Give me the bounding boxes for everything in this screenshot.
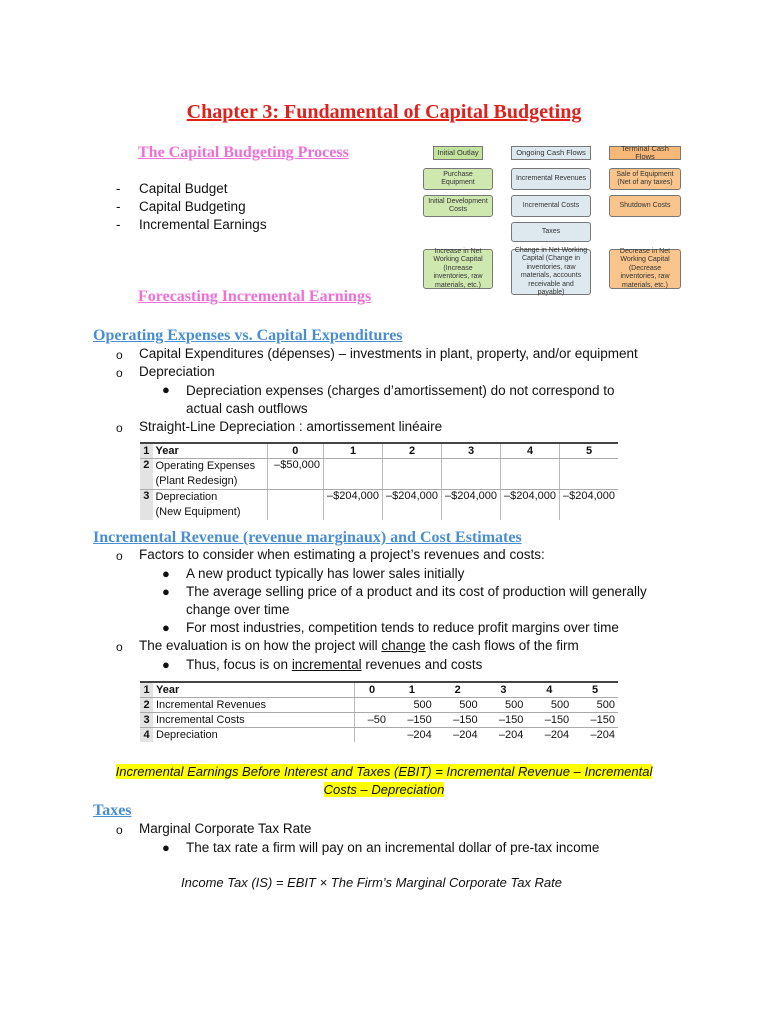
list-item: actual cash outflows — [186, 401, 308, 416]
table-row: 2 Operating Expenses (Plant Redesign) –$50,000 — [140, 459, 618, 490]
circle-bullet-icon: o — [116, 640, 123, 654]
table-header-cell: 5 — [560, 443, 619, 459]
table-header-cell: 1 — [389, 682, 435, 698]
list-item: The tax rate a firm will pay on an incremental dollar of pre-tax income — [186, 840, 600, 855]
diagram-box: Shutdown Costs — [609, 195, 681, 217]
table-header-cell: 1 — [324, 443, 383, 459]
process-list — [116, 180, 267, 234]
table-header-cell: 2 — [383, 443, 442, 459]
table-header-cell: 3 — [442, 443, 501, 459]
table-header-cell: Year — [153, 682, 355, 698]
circle-bullet-icon: o — [116, 549, 123, 563]
ebit-line-1: Incremental Earnings Before Interest and Taxes (EBIT) = Incremental Revenue – Incremental — [115, 764, 653, 779]
diagram-box: Purchase Equipment — [423, 168, 493, 190]
revenue-cost-table — [140, 681, 618, 742]
row-number: 1 — [140, 682, 153, 698]
col-head-terminal: Terminal Cash Flows — [609, 146, 681, 160]
list-item: Thus, focus is on incremental revenues and costs — [186, 657, 483, 672]
list-item: Straight-Line Depreciation : amortissement linéaire — [139, 419, 443, 434]
diagram-box: Sale of Equipment (Net of any taxes) — [609, 168, 681, 190]
table-header-cell: 0 — [355, 682, 390, 698]
depreciation-table — [140, 442, 618, 520]
dot-bullet-icon: ● — [162, 566, 170, 581]
ebit-line-2: Costs – Depreciation — [323, 782, 445, 797]
circle-bullet-icon: o — [116, 366, 123, 380]
forecasting-heading: Forecasting Incremental Earnings — [138, 288, 372, 305]
list-item: Depreciation expenses (charges d’amortissement) do not correspond to — [186, 383, 615, 398]
income-tax-formula: Income Tax (IS) = EBIT × The Firm’s Marginal Corporate Tax Rate — [181, 875, 562, 890]
list-item: Depreciation — [139, 364, 215, 379]
dot-bullet-icon: ● — [162, 840, 170, 855]
list-item: - Incremental Earnings — [116, 217, 267, 232]
diagram-box: Incremental Revenues — [511, 168, 591, 190]
list-item: change over time — [186, 602, 290, 617]
table-header-cell: 4 — [501, 443, 560, 459]
revenue-list — [0, 546, 768, 676]
circle-bullet-icon: o — [116, 823, 123, 837]
opex-list — [0, 345, 768, 440]
revenue-heading: Incremental Revenue (revenue marginaux) and Cost Estimates — [93, 529, 522, 546]
diagram-box: Initial Development Costs — [423, 195, 493, 217]
list-item: Factors to consider when estimating a project’s revenues and costs: — [139, 547, 545, 562]
page-title: Chapter 3: Fundamental of Capital Budgeting — [186, 101, 582, 123]
list-item: For most industries, competition tends to reduce profit margins over time — [186, 620, 619, 635]
col-head-initial-outlay: Initial Outlay — [433, 146, 483, 160]
diagram-box: Incremental Costs — [511, 195, 591, 217]
row-number: 1 — [140, 443, 153, 459]
table-header-cell: 4 — [526, 682, 572, 698]
list-item: Marginal Corporate Tax Rate — [139, 821, 312, 836]
diagram-box: Change in Net Working Capital (Change in inventories, raw materials, accounts receivable and payable) — [511, 249, 591, 295]
taxes-list — [0, 820, 768, 860]
table-row: 2 Incremental Revenues 500 500 500 500 500 — [140, 698, 618, 713]
ebit-formula — [0, 763, 768, 799]
dot-bullet-icon: ● — [162, 382, 170, 397]
circle-bullet-icon: o — [116, 348, 123, 362]
table-row: 3 Incremental Costs –50 –150 –150 –150 –150 –150 — [140, 713, 618, 728]
list-item: The average selling price of a product and its cost of production will generally — [186, 584, 647, 599]
table-row: 3 Depreciation (New Equipment) –$204,000 –$204,000 –$204,000 –$204,000 –$204,000 — [140, 490, 618, 521]
table-header-cell: 5 — [572, 682, 618, 698]
diagram-box: Decrease in Net Working Capital (Decrease inventories, raw materials, etc.) — [609, 249, 681, 289]
table-header-cell: 3 — [481, 682, 527, 698]
diagram-box: Increase in Net Working Capital (Increase inventories, raw materials, etc.) — [423, 249, 493, 289]
list-item: Capital Expenditures (dépenses) – investments in plant, property, and/or equipment — [139, 346, 638, 361]
table-header-cell: 0 — [267, 443, 323, 459]
table-header-cell: 2 — [435, 682, 481, 698]
opex-heading: Operating Expenses vs. Capital Expenditures — [93, 327, 403, 344]
col-head-ongoing: Ongoing Cash Flows — [511, 146, 591, 160]
list-item: The evaluation is on how the project will change the cash flows of the firm — [139, 638, 579, 653]
table-row: 4 Depreciation –204 –204 –204 –204 –204 — [140, 728, 618, 743]
dot-bullet-icon: ● — [162, 584, 170, 599]
table-header-cell: Year — [153, 443, 268, 459]
circle-bullet-icon: o — [116, 421, 123, 435]
diagram-box: Taxes — [511, 222, 591, 242]
taxes-heading: Taxes — [93, 802, 132, 819]
process-heading: The Capital Budgeting Process — [138, 144, 349, 161]
list-item: A new product typically has lower sales initially — [186, 566, 465, 581]
dot-bullet-icon: ● — [162, 620, 170, 635]
dot-bullet-icon: ● — [162, 657, 170, 672]
list-item: - Capital Budgeting — [116, 199, 246, 214]
list-item: - Capital Budget — [116, 181, 228, 196]
